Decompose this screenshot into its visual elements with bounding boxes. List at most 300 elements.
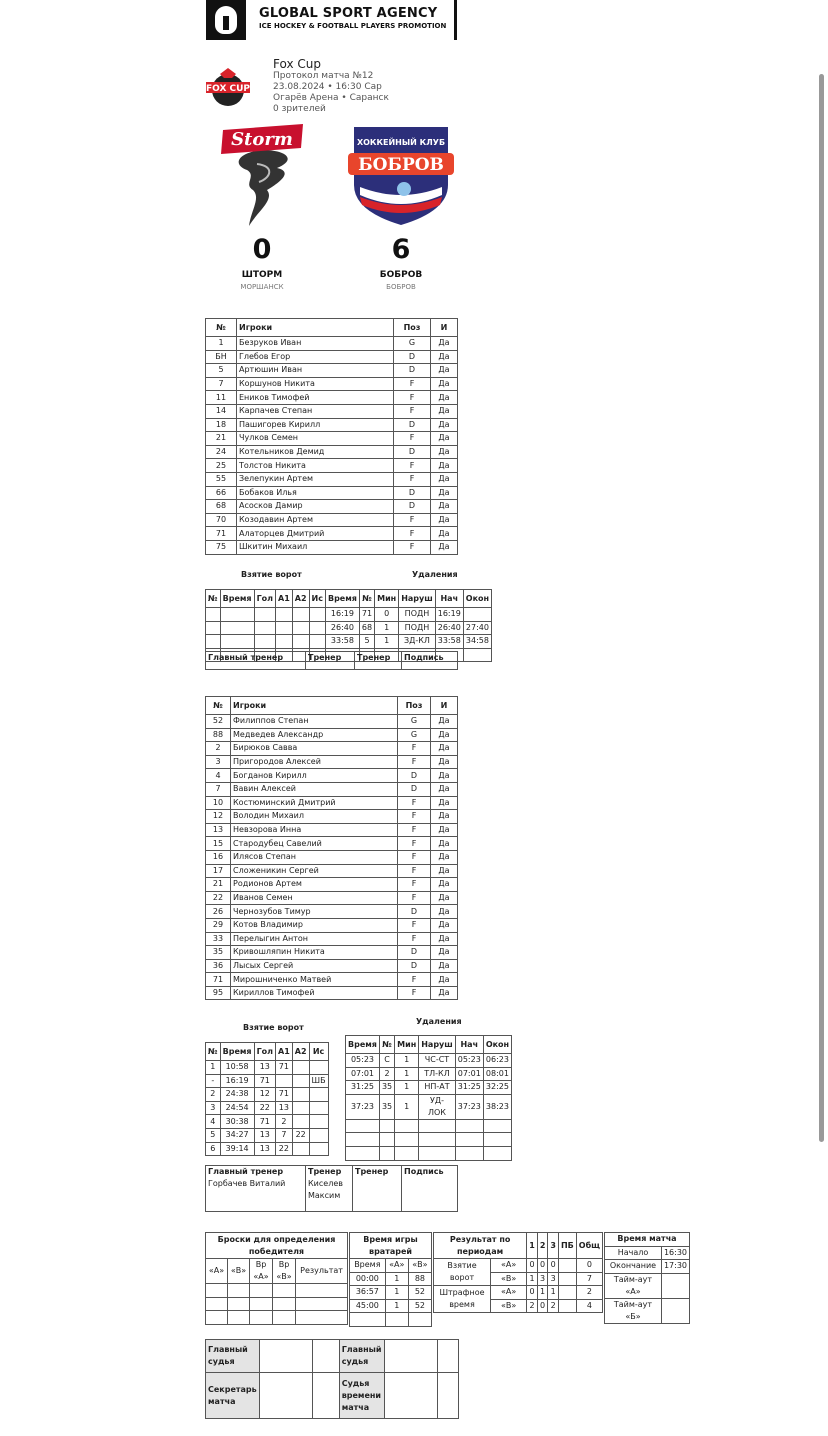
col-goal: Гол	[254, 1043, 275, 1061]
penalty-cell: 37:23	[346, 1094, 380, 1119]
player-played: Да	[431, 986, 458, 1000]
player-name: Толстов Никита	[237, 459, 394, 473]
player-position: D	[398, 769, 431, 783]
goalie-cell: 52	[408, 1286, 431, 1300]
roster-row	[206, 905, 458, 919]
event-cell	[309, 608, 325, 622]
roster-row	[206, 932, 458, 946]
player-position: G	[398, 715, 431, 729]
coach-label: Тренер	[355, 1167, 389, 1176]
coach-label: Тренер	[306, 652, 355, 670]
player-played: Да	[431, 837, 458, 851]
player-name: Медведев Александр	[231, 728, 398, 742]
period-cell: 1	[527, 1272, 538, 1286]
penalty-row	[346, 1119, 512, 1133]
goal-cell: 22	[292, 1128, 309, 1142]
player-name: Илясов Степан	[231, 850, 398, 864]
col-result: Результат	[296, 1259, 348, 1284]
roster-row	[206, 445, 458, 459]
goal-cell: 7	[276, 1128, 293, 1142]
roster-row	[206, 459, 458, 473]
penalty-cell: 37:23	[455, 1094, 483, 1119]
event-cell: 26:40	[435, 621, 463, 635]
match-time-cell: Окончание	[605, 1260, 662, 1274]
player-name: Бобаков Илья	[237, 486, 394, 500]
player-played: Да	[431, 973, 458, 987]
tournament-name: Fox Cup	[273, 57, 321, 71]
goal-cell: 6	[206, 1142, 221, 1156]
goal-cell: -	[206, 1074, 221, 1088]
player-name: Пашигорев Кирилл	[237, 418, 394, 432]
event-cell	[220, 621, 254, 635]
match-time-cell: Тайм-аут «А»	[605, 1273, 662, 1298]
player-position: F	[398, 986, 431, 1000]
roster-row	[206, 810, 458, 824]
player-name: Костюминский Дмитрий	[231, 796, 398, 810]
penalty-cell	[346, 1146, 380, 1160]
penalty-cell	[483, 1146, 511, 1160]
goal-cell: 3	[206, 1101, 221, 1115]
penalty-cell	[395, 1119, 419, 1133]
goal-cell	[292, 1088, 309, 1102]
event-cell	[254, 621, 275, 635]
penalty-cell	[455, 1119, 483, 1133]
player-number: 21	[206, 878, 231, 892]
column-header: Время	[325, 590, 359, 608]
player-position: F	[398, 823, 431, 837]
player-name: Асосков Дамир	[237, 500, 394, 514]
head-coach-label: Главный тренер	[208, 1167, 284, 1176]
roster-row	[206, 364, 458, 378]
player-position: F	[394, 377, 431, 391]
player-position: F	[398, 864, 431, 878]
col-position: Поз	[394, 319, 431, 337]
player-number: 26	[206, 905, 231, 919]
roster-row	[206, 973, 458, 987]
player-number: 2	[206, 742, 231, 756]
penalty-cell: 31:25	[455, 1081, 483, 1095]
col-time: Время	[346, 1036, 380, 1054]
penalty-cell: 35	[379, 1094, 394, 1119]
period-results-table	[433, 1232, 603, 1313]
player-played: Да	[431, 823, 458, 837]
column-header: Ис	[309, 590, 325, 608]
roster-row	[206, 782, 458, 796]
player-name: Богданов Кирилл	[231, 769, 398, 783]
penalty-cell: С	[379, 1054, 394, 1068]
head-coach-label: Главный тренер	[206, 652, 306, 670]
officials-table	[205, 1339, 459, 1419]
penalty-cell: 1	[395, 1054, 419, 1068]
player-name: Мирошниченко Матвей	[231, 973, 398, 987]
roster-row	[206, 946, 458, 960]
player-played: Да	[431, 513, 458, 527]
goal-cell: 13	[254, 1061, 275, 1075]
player-number: 18	[206, 418, 237, 432]
event-cell	[206, 621, 221, 635]
column-header: Гол	[254, 590, 275, 608]
goal-cell: 24:38	[220, 1088, 254, 1102]
event-row	[206, 635, 492, 649]
player-position: F	[398, 878, 431, 892]
col-shootout: ПБ	[558, 1233, 576, 1259]
player-name: Чернозубов Тимур	[231, 905, 398, 919]
event-cell: ПОДН	[399, 621, 436, 635]
event-cell	[309, 635, 325, 649]
svg-text:FOX CUP: FOX CUP	[205, 84, 251, 94]
event-cell: ЗД-КЛ	[399, 635, 436, 649]
player-position: F	[398, 850, 431, 864]
player-name: Невзорова Инна	[231, 823, 398, 837]
column-header: А1	[276, 590, 293, 608]
player-number: 68	[206, 500, 237, 514]
player-played: Да	[431, 918, 458, 932]
player-number: 21	[206, 432, 237, 446]
penalty-cell: 1	[395, 1067, 419, 1081]
col-b: «В»	[408, 1259, 431, 1273]
head-referee-label: Главный судья	[206, 1340, 260, 1373]
penalty-cell: 35	[379, 1081, 394, 1095]
player-position: F	[394, 527, 431, 541]
player-number: 4	[206, 769, 231, 783]
roster-row	[206, 918, 458, 932]
column-header: Время	[220, 590, 254, 608]
event-cell	[463, 608, 491, 622]
tournament-logo	[205, 66, 251, 108]
col-played: И	[431, 697, 458, 715]
event-cell: 1	[375, 635, 399, 649]
event-cell	[276, 635, 293, 649]
player-name: Кириллов Тимофей	[231, 986, 398, 1000]
penalty-row	[346, 1133, 512, 1147]
period-cell	[558, 1272, 576, 1286]
roster-row	[206, 742, 458, 756]
player-played: Да	[431, 486, 458, 500]
goalie-time-table	[349, 1232, 432, 1327]
event-cell: 33:58	[325, 635, 359, 649]
goal-cell: 13	[254, 1142, 275, 1156]
goalie-cell: 1	[385, 1286, 408, 1300]
goal-cell: 5	[206, 1128, 221, 1142]
penalty-cell: 06:23	[483, 1054, 511, 1068]
column-header: Мин	[375, 590, 399, 608]
player-name: Котов Владимир	[231, 918, 398, 932]
scrollbar[interactable]	[819, 74, 824, 1142]
penalty-cell: 1	[395, 1081, 419, 1095]
away-goals-title: Взятие ворот	[243, 1023, 304, 1032]
coach-label: Тренер	[355, 652, 402, 670]
goal-cell: 22	[276, 1142, 293, 1156]
match-time-cell: Начало	[605, 1246, 662, 1260]
player-number: 15	[206, 837, 231, 851]
goalie-time-title: Время игры вратарей	[350, 1233, 432, 1259]
period-row-label: Взятие ворот	[434, 1259, 491, 1286]
player-position: D	[398, 782, 431, 796]
player-position: D	[398, 946, 431, 960]
col-minutes: Мин	[395, 1036, 419, 1054]
player-name: Сложеникин Сергей	[231, 864, 398, 878]
col-p2: 2	[537, 1233, 548, 1259]
player-number: 7	[206, 377, 237, 391]
roster-row	[206, 391, 458, 405]
period-row-label: Штрафное время	[434, 1286, 491, 1313]
player-number: 66	[206, 486, 237, 500]
player-played: Да	[431, 364, 458, 378]
player-number: 70	[206, 513, 237, 527]
player-played: Да	[431, 946, 458, 960]
event-cell	[206, 635, 221, 649]
shootout-table	[205, 1232, 348, 1325]
penalty-cell: 05:23	[455, 1054, 483, 1068]
signature-label: Подпись	[404, 1167, 444, 1176]
player-name: Перелыгин Антон	[231, 932, 398, 946]
goal-cell	[309, 1142, 328, 1156]
goal-cell	[292, 1115, 309, 1129]
roster-row	[206, 864, 458, 878]
penalty-cell	[379, 1146, 394, 1160]
roster-row	[206, 878, 458, 892]
penalty-cell: ЧС-СТ	[419, 1054, 456, 1068]
event-cell: 33:58	[435, 635, 463, 649]
roster-row	[206, 527, 458, 541]
player-name: Карпачев Степан	[237, 404, 394, 418]
player-played: Да	[431, 391, 458, 405]
player-number: 88	[206, 728, 231, 742]
home-roster-table	[205, 318, 458, 555]
player-played: Да	[431, 500, 458, 514]
penalty-cell: 07:01	[455, 1067, 483, 1081]
player-played: Да	[431, 715, 458, 729]
event-row	[206, 621, 492, 635]
penalty-cell	[483, 1119, 511, 1133]
event-cell: 5	[359, 635, 374, 649]
goal-cell: 2	[206, 1088, 221, 1102]
period-cell: 1	[537, 1286, 548, 1300]
penalty-cell	[346, 1119, 380, 1133]
roster-row	[206, 823, 458, 837]
event-cell	[309, 621, 325, 635]
match-datetime: 23.08.2024 • 16:30 Сар	[273, 82, 382, 92]
player-played: Да	[431, 796, 458, 810]
player-position: D	[394, 350, 431, 364]
player-position: F	[398, 810, 431, 824]
column-header: Окон	[463, 590, 491, 608]
agency-title: GLOBAL SPORT AGENCY	[259, 6, 438, 21]
period-cell: 4	[576, 1299, 602, 1313]
player-name: Володин Михаил	[231, 810, 398, 824]
goal-cell: 24:54	[220, 1101, 254, 1115]
player-played: Да	[431, 459, 458, 473]
column-header: Наруш	[399, 590, 436, 608]
player-name: Кривошляпин Никита	[231, 946, 398, 960]
goalie-cell: 00:00	[350, 1272, 386, 1286]
goal-cell	[309, 1061, 328, 1075]
player-position: D	[394, 418, 431, 432]
period-cell: 2	[548, 1299, 559, 1313]
penalty-cell	[455, 1133, 483, 1147]
period-cell	[558, 1259, 576, 1273]
player-position: D	[394, 364, 431, 378]
col-end: Окон	[483, 1036, 511, 1054]
goal-row	[206, 1128, 329, 1142]
match-time-cell: 17:30	[661, 1260, 689, 1274]
player-number: 29	[206, 918, 231, 932]
penalty-cell: 05:23	[346, 1054, 380, 1068]
goal-cell: 34:27	[220, 1128, 254, 1142]
player-position: D	[394, 445, 431, 459]
player-name: Пригородов Алексей	[231, 755, 398, 769]
col-played: И	[431, 319, 458, 337]
col-time-b: Вр «В»	[273, 1259, 296, 1284]
roster-row	[206, 959, 458, 973]
player-number: 17	[206, 864, 231, 878]
penalty-cell	[419, 1146, 456, 1160]
penalty-cell	[395, 1133, 419, 1147]
event-cell	[220, 635, 254, 649]
player-played: Да	[431, 810, 458, 824]
player-number: 11	[206, 391, 237, 405]
agency-subtitle: ICE HOCKEY & FOOTBALL PLAYERS PROMOTION	[259, 22, 447, 30]
player-position: D	[394, 486, 431, 500]
period-cell: «А»	[491, 1259, 527, 1273]
goal-cell: 13	[254, 1128, 275, 1142]
home-team-name: ШТОРМ	[241, 270, 283, 280]
col-a: «А»	[206, 1259, 228, 1284]
roster-row	[206, 540, 458, 554]
player-name: Стародубец Савелий	[231, 837, 398, 851]
column-header: Нач	[435, 590, 463, 608]
player-played: Да	[431, 878, 458, 892]
player-number: 25	[206, 459, 237, 473]
penalty-cell: ТЛ-КЛ	[419, 1067, 456, 1081]
penalty-cell: 38:23	[483, 1094, 511, 1119]
period-cell: 0	[537, 1299, 548, 1313]
match-time-cell	[661, 1273, 689, 1298]
penalty-cell: НП-АТ	[419, 1081, 456, 1095]
player-position: F	[398, 742, 431, 756]
event-cell: 26:40	[325, 621, 359, 635]
away-team-logo	[346, 123, 456, 227]
period-cell: 3	[537, 1272, 548, 1286]
goal-cell: 71	[254, 1074, 275, 1088]
away-team-name: БОБРОВ	[379, 270, 423, 280]
player-played: Да	[431, 540, 458, 554]
away-roster-table	[205, 696, 458, 1000]
penalty-cell	[419, 1119, 456, 1133]
goalie-cell: 88	[408, 1272, 431, 1286]
player-name: Иванов Семен	[231, 891, 398, 905]
player-position: F	[394, 540, 431, 554]
goal-cell	[292, 1101, 309, 1115]
event-cell	[292, 635, 309, 649]
penalty-row	[346, 1081, 512, 1095]
goal-cell: 1	[206, 1061, 221, 1075]
col-p1: 1	[527, 1233, 538, 1259]
player-name: Родионов Артем	[231, 878, 398, 892]
player-name: Еников Тимофей	[237, 391, 394, 405]
match-time-table	[604, 1232, 690, 1324]
column-header: №	[359, 590, 374, 608]
player-name: Артюшин Иван	[237, 364, 394, 378]
goal-cell: 22	[254, 1101, 275, 1115]
player-name: Алаторцев Дмитрий	[237, 527, 394, 541]
secretary-label: Секретарь матча	[206, 1373, 260, 1419]
player-number: 52	[206, 715, 231, 729]
player-played: Да	[431, 418, 458, 432]
match-time-row	[605, 1298, 690, 1323]
col-time: Время	[220, 1043, 254, 1061]
player-played: Да	[431, 959, 458, 973]
period-cell: 0	[527, 1286, 538, 1300]
player-number: 3	[206, 755, 231, 769]
goal-cell: 12	[254, 1088, 275, 1102]
col-b: «В»	[228, 1259, 250, 1284]
event-cell: 68	[359, 621, 374, 635]
period-cell: 0	[537, 1259, 548, 1273]
home-goals-title: Взятие ворот	[241, 570, 302, 579]
match-time-cell: Тайм-аут «Б»	[605, 1298, 662, 1323]
coach-label: Тренер	[308, 1167, 342, 1176]
player-played: Да	[431, 472, 458, 486]
col-p3: 3	[548, 1233, 559, 1259]
goal-cell	[292, 1142, 309, 1156]
head-referee-label: Главный судья	[339, 1340, 384, 1373]
player-played: Да	[431, 905, 458, 919]
period-cell: 0	[548, 1259, 559, 1273]
goal-cell	[309, 1128, 328, 1142]
player-position: F	[398, 932, 431, 946]
player-number: 55	[206, 472, 237, 486]
roster-row	[206, 472, 458, 486]
player-number: 24	[206, 445, 237, 459]
roster-row	[206, 837, 458, 851]
col-a1: А1	[276, 1043, 293, 1061]
player-position: D	[394, 500, 431, 514]
player-name: Козодавин Артем	[237, 513, 394, 527]
event-cell: 34:58	[463, 635, 491, 649]
player-played: Да	[431, 891, 458, 905]
col-players: Игроки	[237, 319, 394, 337]
match-time-title: Время матча	[605, 1233, 690, 1247]
shootout-title: Броски для определения победителя	[206, 1233, 348, 1259]
goal-row	[206, 1101, 329, 1115]
col-violation: Наруш	[419, 1036, 456, 1054]
col-a2: А2	[292, 1043, 309, 1061]
player-name: Чулков Семен	[237, 432, 394, 446]
event-cell	[254, 608, 275, 622]
player-name: Глебов Егор	[237, 350, 394, 364]
penalty-cell	[379, 1119, 394, 1133]
col-a: «А»	[385, 1259, 408, 1273]
col-number: №	[206, 1043, 221, 1061]
event-cell	[292, 608, 309, 622]
event-row	[206, 608, 492, 622]
match-time-row	[605, 1246, 690, 1260]
roster-row	[206, 986, 458, 1000]
goal-cell: ШБ	[309, 1074, 328, 1088]
event-cell: 1	[375, 621, 399, 635]
penalty-cell: 1	[395, 1094, 419, 1119]
goal-cell: 39:14	[220, 1142, 254, 1156]
goal-row	[206, 1061, 329, 1075]
away-score: 6	[391, 234, 411, 265]
goal-cell: 16:19	[220, 1074, 254, 1088]
goal-cell: 30:38	[220, 1115, 254, 1129]
event-cell: 16:19	[325, 608, 359, 622]
penalty-cell: 07:01	[346, 1067, 380, 1081]
penalty-cell	[483, 1133, 511, 1147]
roster-row	[206, 796, 458, 810]
